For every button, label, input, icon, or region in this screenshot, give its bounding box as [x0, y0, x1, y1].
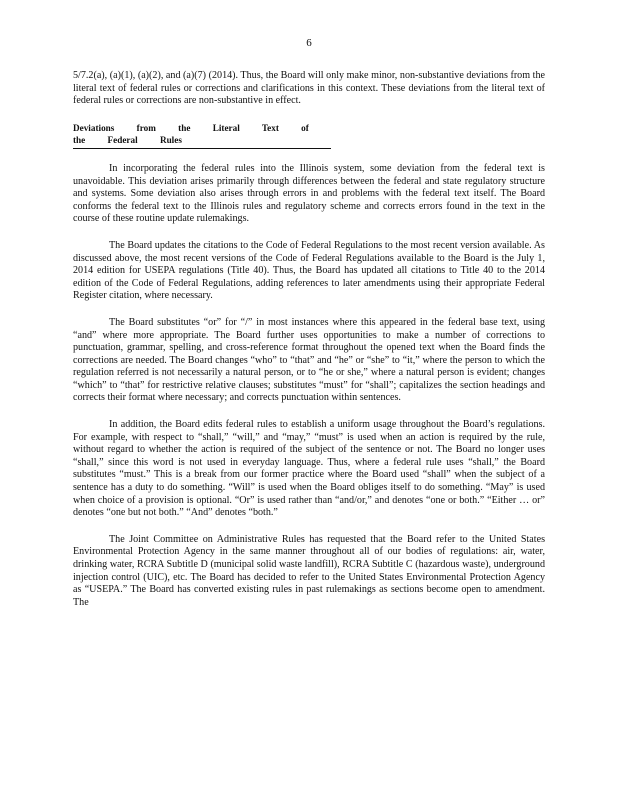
- paragraph-uniform-usage: In addition, the Board edits federal rules to establish a uniform usage throughout the Board’s regulations. For example, with respect to “shall,” “will,” and “may,” “must” is used when an action is required by the rule, without regard to whether the action is required of the subject of the sentence or not. The Board no longer uses “shall,” since this word is not used in everyday language. Thus, where a federal rule uses “shall,” the Board substitutes “must.” This is a break from our former practice where the Board used “shall” when the subject of a sentence has a duty to do something. “Will” is used when the Board obliges itself to do something. “May” is used when choice of a provision is optional. “Or” is used rather than “and/or,” and denotes “one or both.” “Either … or” denotes “one but not both.” “And” denotes “both.”: [73, 419, 545, 519]
- page-body: [73, 70, 545, 623]
- paragraph-citations: The Board updates the citations to the Code of Federal Regulations to the most recent version available. As discussed above, the most recent versions of the Code of Federal Regulations available to the Board is the July 1, 2014 edition for USEPA regulations (Title 40). Thus, the Board has updated all citations to Title 40 to the 2014 edition of the Code of Federal Regulations, adding references to later amendments using their appropriate Federal Register citation, where necessary.: [73, 239, 545, 302]
- paragraph-incorporating: In incorporating the federal rules into the Illinois system, some deviation from the federal text is unavoidable. This deviation arises primarily through differences between the federal and state regulatory structure and systems. Some deviation also arises through errors in and problems with the federal text itself. The Board conforms the federal text to the Illinois rules and regulatory scheme and corrects errors found in the text in the course of these routine update rulemakings.: [73, 162, 545, 225]
- paragraph-intro: 5/7.2(a), (a)(1), (a)(2), and (a)(7) (2014). Thus, the Board will only make minor, non-substantive deviations from the literal text of federal rules or corrections and clarifications in this context. These deviations from the literal text of federal rules or corrections are non-substantive in effect.: [73, 70, 545, 107]
- paragraph-joint-committee: The Joint Committee on Administrative Rules has requested that the Board refer to the United States Environmental Protection Agency in the same manner throughout all of our bodies of regulations: air, water, drinking water, RCRA Subtitle D (municipal solid waste landfill), RCRA Subtitle C (hazardous waste), underground injection control (UIC), etc. The Board has decided to refer to the United States Environmental Protection Agency as “USEPA.” The Board has converted existing rules in past rulemakings as sections become open to amendment. The: [73, 533, 545, 608]
- paragraph-substitutions: The Board substitutes “or” for “/” in most instances where this appeared in the federal base text, using “and” where more appropriate. The Board further uses opportunities to make a number of corrections to punctuation, grammar, spelling, and cross-reference format throughout the opened text when the Board finds the corrections are needed. The Board changes “who” to “that” and “he” or “she” to “it,” where the person to which the regulation referred is not necessarily a natural person, or to “he or she,” where a natural person is evident; changes “which” to “that” for restrictive relative clauses; substitutes “must” for “shall”; capitalizes the section headings and corrects their format where necessary; and corrects punctuation within sentences.: [73, 316, 545, 404]
- page-number: 6: [306, 37, 312, 49]
- section-heading: Deviations from the Literal Text of the Federal Rules: [73, 122, 331, 149]
